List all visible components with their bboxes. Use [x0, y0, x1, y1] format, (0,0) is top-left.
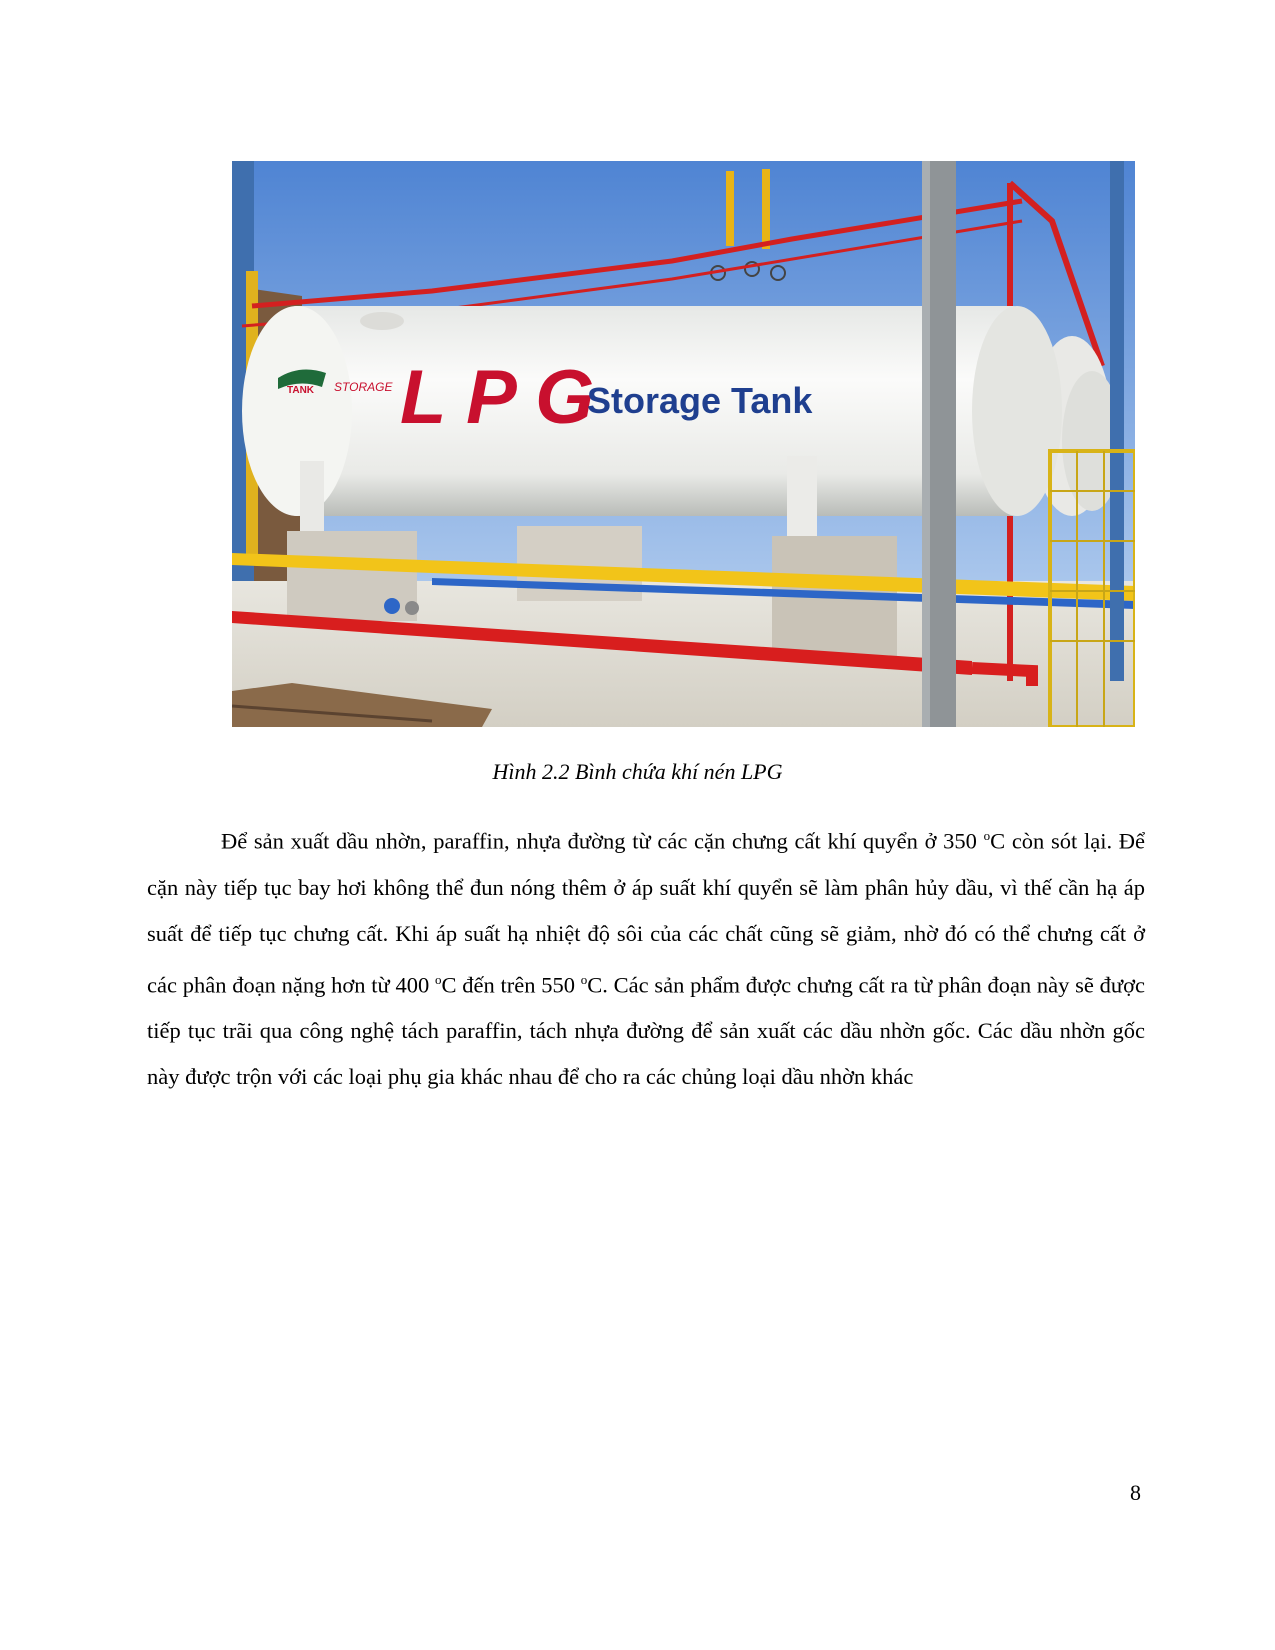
- vent-pipe: [762, 169, 770, 249]
- blue-valve: [384, 598, 400, 614]
- degree-superscript: o: [435, 971, 442, 987]
- paragraph-text-part-1: Để sản xuất dầu nhờn, paraffin, nhựa đường từ các cặn chưng cất khí quyển ở 350: [221, 828, 984, 854]
- degree-superscript: o: [983, 828, 991, 843]
- paragraph-text-part-4: C. Các sản phẩm được chưng cất ra từ phân đoạn này sẽ được tiếp tục trãi qua công nghệ tách paraffin, tách nhựa đường để sản xuất các dầu nhờn gốc. Các dầu nhờn gốc này được trộn với các loại phụ gia khác nhau để cho ra các chủng loại dầu nhờn khác: [147, 972, 1145, 1089]
- page-number: 8: [1130, 1480, 1141, 1505]
- tank-label-lpg: L P G: [400, 355, 595, 440]
- manhole-cover: [360, 312, 404, 330]
- paragraph-text-part-3: C đến trên 550: [441, 972, 581, 997]
- lpg-tank-illustration: [232, 161, 1135, 727]
- tank-saddle: [300, 461, 324, 531]
- figure-lpg-storage-tank-photo: [232, 161, 1135, 727]
- grey-valve: [405, 601, 419, 615]
- logo-text-tank: TANK: [287, 385, 315, 396]
- tank-saddle: [787, 456, 817, 536]
- blue-pole-right: [1110, 161, 1124, 681]
- vent-pipe: [726, 171, 734, 246]
- logo-text-storage: STORAGE: [334, 380, 393, 394]
- paragraph-text-part-2: C còn sót lại. Để cặn này tiếp tục bay hơi không thể đun nóng thêm ở áp suất khí quyển sẽ làm phân hủy dầu, vì thế cần hạ áp suất để tiếp tục chưng cất. Khi áp suất hạ nhiệt độ sôi của các chất cũng sẽ giảm, nhờ đó có thể chưng cất ở các phân đoạn nặng hơn từ 400: [147, 828, 1145, 997]
- main-tank-end-left: [242, 306, 352, 516]
- figure-caption: Hình 2.2 Bình chứa khí nén LPG: [492, 759, 783, 784]
- body-paragraph: [147, 813, 1145, 1100]
- degree-superscript: o: [580, 971, 588, 987]
- tank-label-storage: Storage Tank: [587, 380, 813, 421]
- steel-pole-highlight: [922, 161, 930, 727]
